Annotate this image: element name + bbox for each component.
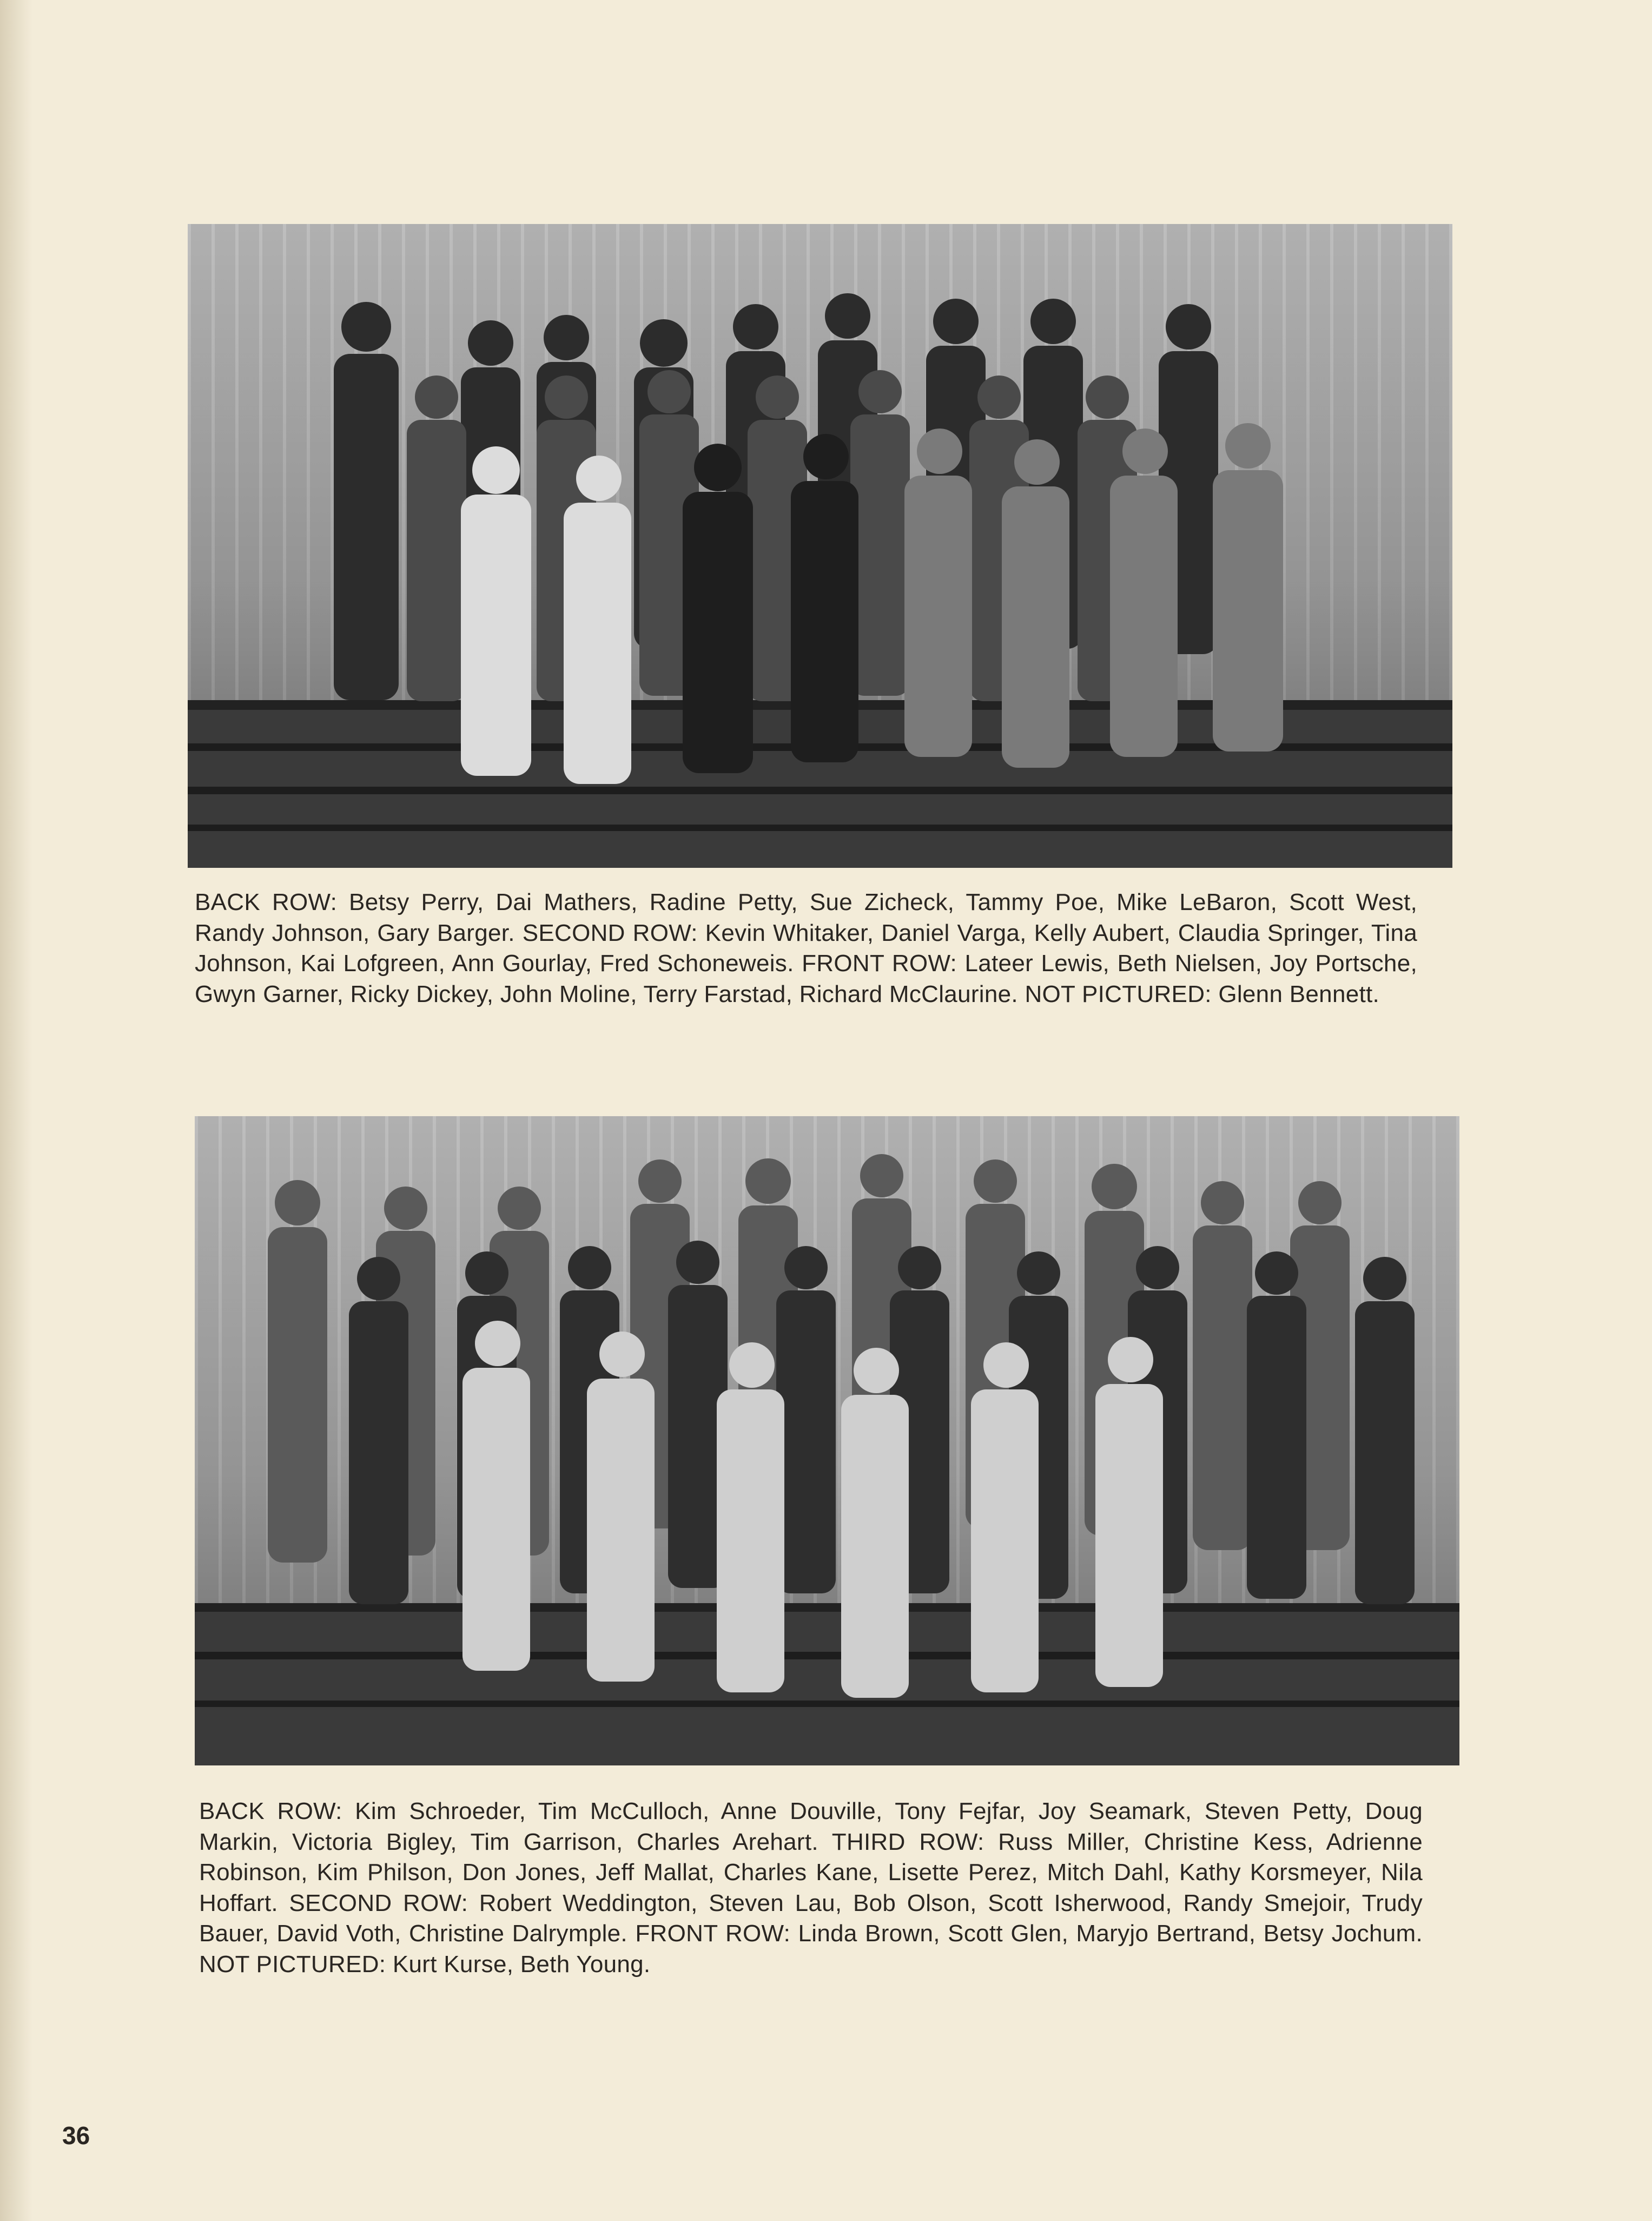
photo-1-caption: BACK ROW: Betsy Perry, Dai Mathers, Radine Petty, Sue Zicheck, Tammy Poe, Mike LeBaron, Scott West, Randy Johnson, Gary Barger. SECOND ROW: Kevin Whitaker, Daniel Varga, Kelly Aubert, Claudia Springer, Tina Johnson, Kai Lofgreen, Ann Gourlay, Fred Schoneweis. FRONT ROW: Lateer Lewis, Beth Nielsen, Joy Portsche, Gwyn Garner, Ricky Dickey, John Moline, Terry Farstad, Richard McClaurine. NOT PICTURED: Glenn Bennett. bbox=[195, 889, 1417, 1007]
group-photo-1 bbox=[188, 224, 1452, 868]
photo-1-drawing bbox=[188, 224, 1452, 868]
page-binding-shadow bbox=[0, 0, 32, 2221]
photo-2-caption: BACK ROW: Kim Schroeder, Tim McCulloch, Anne Douville, Tony Fejfar, Joy Seamark, Steven Petty, Doug Markin, Victoria Bigley, Tim Garrison, Charles Arehart. THIRD ROW: Russ Miller, Christine Kess, Adrienne Robinson, Kim Philson, Don Jones, Jeff Mallat, Charles Kane, Lisette Perez, Mitch Dahl, Kathy Korsmeyer, Nila Hoffart. SECOND ROW: Robert Weddington, Steven Lau, Bob Olson, Scott Isherwood, Randy Smejoir, Trudy Bauer, David Voth, Christine Dalrymple. FRONT ROW: Linda Brown, Scott Glen, Maryjo Bertrand, Betsy Jochum. NOT PICTURED: Kurt Kurse, Beth Young. bbox=[199, 1798, 1423, 1978]
photo-2-drawing bbox=[195, 1116, 1459, 1765]
page-number: 36 bbox=[62, 2121, 90, 2150]
group-photo-2 bbox=[195, 1116, 1459, 1765]
